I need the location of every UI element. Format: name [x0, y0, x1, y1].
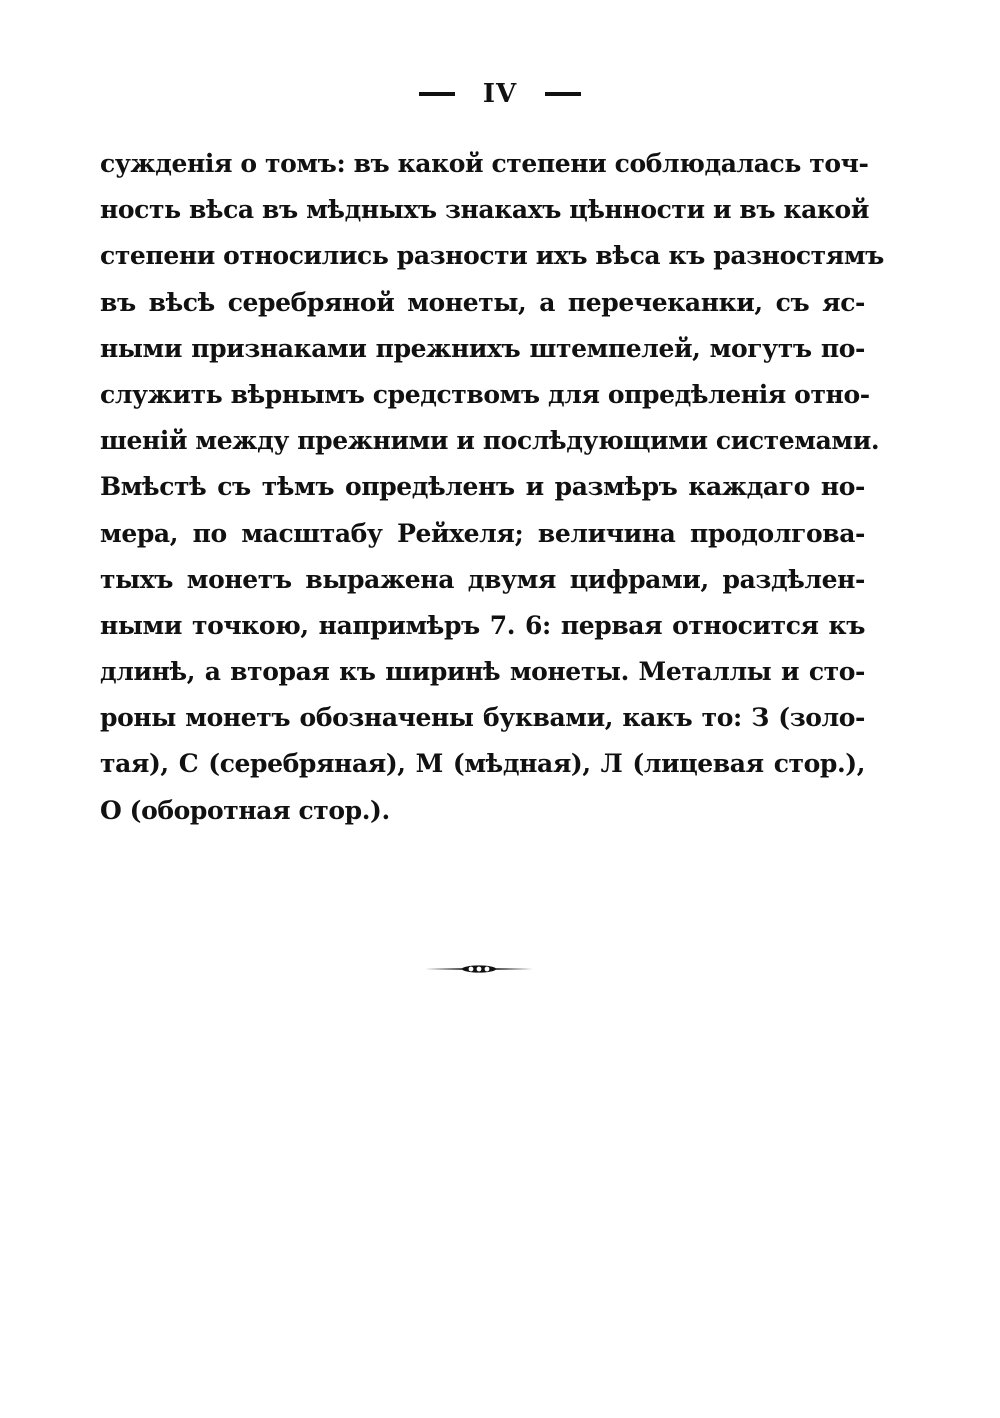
header-dash-right: [545, 92, 581, 96]
page-header: [0, 78, 1000, 109]
text-line: степени относились разности ихъ вѣса къ разностямъ: [100, 241, 884, 271]
text-line: тая), С (серебряная), М (мѣдная), Л (лицевая стор.),: [100, 749, 865, 779]
text-line: въ вѣсѣ серебряной монеты, а перечеканки, съ яс-: [100, 287, 865, 317]
text-line: ными признаками прежнихъ штемпелей, могутъ по-: [100, 333, 865, 363]
text-line: сужденія о томъ: въ какой степени соблюдалась точ-: [100, 149, 869, 178]
text-line: длинѣ, а вторая къ ширинѣ монеты. Металлы и сто-: [100, 657, 865, 687]
body-text: [100, 141, 884, 834]
text-line: О (оборотная стор.).: [100, 795, 390, 825]
page-number: IV: [482, 79, 518, 109]
text-line: ными точкою, напримѣръ 7. 6: первая относится къ: [100, 610, 865, 640]
text-line: ность вѣса въ мѣдныхъ знакахъ цѣнности и въ какой: [100, 195, 869, 225]
text-line: шеній между прежними и послѣдующими системами.: [100, 426, 880, 456]
text-line: тыхъ монетъ выражена двумя цифрами, раздѣлен-: [100, 564, 865, 594]
text-line: мера, по масштабу Рейхеля; величина продолгова-: [100, 518, 865, 548]
header-dash-left: [419, 92, 455, 96]
tailpiece-ornament-icon: [425, 960, 533, 978]
text-line: служить вѣрнымъ средствомъ для опредѣленія отно-: [100, 379, 870, 409]
text-line: роны монетъ обозначены буквами, какъ то: З (золо-: [100, 703, 865, 733]
text-line: Вмѣстѣ съ тѣмъ опредѣленъ и размѣръ каждаго но-: [100, 472, 865, 502]
